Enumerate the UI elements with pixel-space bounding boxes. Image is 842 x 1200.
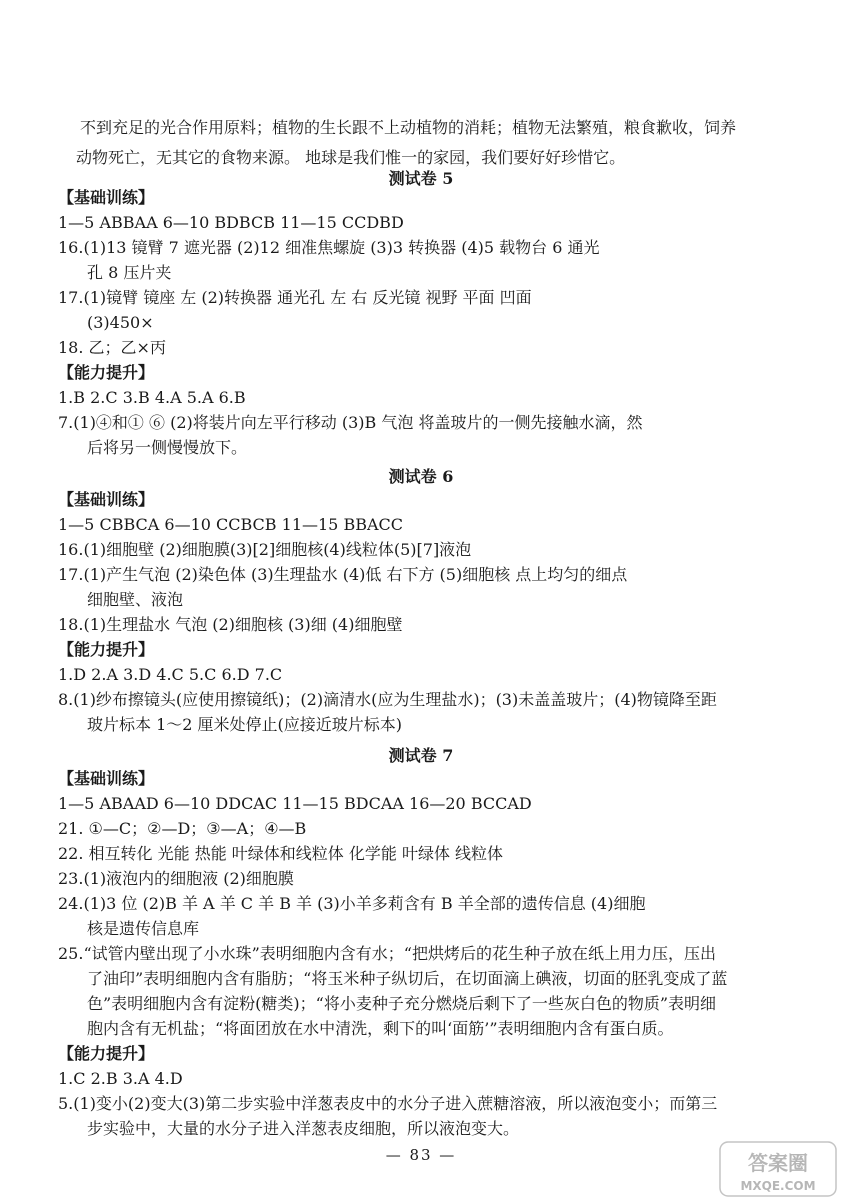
section-heading: 【能力提升】 — [58, 640, 155, 659]
answer-line: 16.(1)细胞壁 (2)细胞膜(3)[2]细胞核(4)线粒体(5)[7]液泡 — [58, 540, 472, 559]
answer-line: 17.(1)产生气泡 (2)染色体 (3)生理盐水 (4)低 右下方 (5)细胞核 点上均匀的细点 — [58, 565, 628, 584]
answer-line: 1.D 2.A 3.D 4.C 5.C 6.D 7.C — [58, 665, 283, 684]
answer-line: 1.B 2.C 3.B 4.A 5.A 6.B — [58, 388, 246, 407]
answer-line: 25.“试管内壁出现了小水珠”表明细胞内含有水；“把烘烤后的花生种子放在纸上用力压，压出 — [58, 944, 716, 963]
watermark-logo — [718, 1140, 838, 1198]
section-title-5: 测试卷 5 — [388, 169, 454, 188]
section-7-block — [58, 766, 788, 1141]
intro-line-2: 动物死亡，无其它的食物来源。 地球是我们惟一的家园，我们要好好珍惜它。 — [76, 148, 626, 167]
section-title-6: 测试卷 6 — [388, 467, 454, 486]
section-heading: 【能力提升】 — [58, 363, 155, 382]
watermark-text: 答案圈 — [748, 1151, 808, 1175]
answer-line: 21. ①—C；②—D；③—A；④—B — [58, 819, 307, 838]
answer-line: 胞内含有无机盐；“将面团放在水中清洗，剩下的叫‘面筋’”表明细胞内含有蛋白质。 — [87, 1019, 674, 1038]
watermark-url: MXQE.COM — [740, 1179, 816, 1193]
answer-line: 17.(1)镜臂 镜座 左 (2)转换器 通光孔 左 右 反光镜 视野 平面 凹面 — [58, 288, 532, 307]
answer-line: 24.(1)3 位 (2)B 羊 A 羊 C 羊 B 羊 (3)小羊多莉含有 B 羊全部的遗传信息 (4)细胞 — [58, 894, 646, 913]
section-heading: 【基础训练】 — [58, 769, 155, 788]
answer-line: 5.(1)变小(2)变大(3)第二步实验中洋葱表皮中的水分子进入蔗糖溶液，所以液泡变小；而第三 — [58, 1094, 718, 1113]
answer-line: 18. 乙；乙×丙 — [58, 338, 166, 357]
intro-line-1: 不到充足的光合作用原料；植物的生长跟不上动植物的消耗；植物无法繁殖，粮食歉收，饲养 — [80, 118, 737, 137]
answer-line: 了油印”表明细胞内含有脂肪；“将玉米种子纵切后，在切面滴上碘液，切面的胚乳变成了蓝 — [87, 969, 728, 988]
page-number: — 83 — — [385, 1146, 457, 1164]
answer-line: 细胞壁、液泡 — [87, 590, 184, 609]
answer-line: 7.(1)④和① ⑥ (2)将装片向左平行移动 (3)B 气泡 将盖玻片的一侧先接触水滴，然 — [58, 413, 643, 432]
answer-line: 8.(1)纱布擦镜头(应使用擦镜纸)；(2)滴清水(应为生理盐水)；(3)未盖盖玻片；(4)物镜降至距 — [58, 690, 717, 709]
answer-line: 1—5 ABBAA 6—10 BDBCB 11—15 CCDBD — [58, 213, 404, 232]
answer-line: 核是遗传信息库 — [87, 919, 200, 938]
answer-line: 22. 相互转化 光能 热能 叶绿体和线粒体 化学能 叶绿体 线粒体 — [58, 844, 504, 863]
answer-line: 1—5 CBBCA 6—10 CCBCB 11—15 BBACC — [58, 515, 403, 534]
answer-line: 步实验中，大量的水分子进入洋葱表皮细胞，所以液泡变大。 — [87, 1119, 520, 1138]
answer-line: (3)450× — [87, 313, 154, 332]
answer-line: 18.(1)生理盐水 气泡 (2)细胞核 (3)细 (4)细胞壁 — [58, 615, 403, 634]
answer-line: 孔 8 压片夹 — [87, 263, 172, 282]
answer-line: 色”表明细胞内含有淀粉(糖类)；“将小麦种子充分燃烧后剩下了一些灰白色的物质”表明细 — [87, 994, 717, 1013]
answer-line: 1—5 ABAAD 6—10 DDCAC 11—15 BDCAA 16—20 BCCAD — [58, 794, 532, 813]
section-6-block — [58, 487, 788, 737]
intro-paragraph — [76, 113, 776, 173]
section-heading: 【能力提升】 — [58, 1044, 155, 1063]
answer-line: 1.C 2.B 3.A 4.D — [58, 1069, 183, 1088]
section-heading: 【基础训练】 — [58, 188, 155, 207]
answer-line: 16.(1)13 镜臂 7 遮光器 (2)12 细准焦螺旋 (3)3 转换器 (4)5 载物台 6 通光 — [58, 238, 600, 257]
answer-line: 23.(1)液泡内的细胞液 (2)细胞膜 — [58, 869, 294, 888]
section-heading: 【基础训练】 — [58, 490, 155, 509]
section-title-7: 测试卷 7 — [388, 746, 454, 765]
section-5-block — [58, 185, 788, 460]
answer-line: 后将另一侧慢慢放下。 — [87, 438, 248, 457]
answer-line: 玻片标本 1～2 厘米处停止(应接近玻片标本) — [87, 715, 403, 734]
